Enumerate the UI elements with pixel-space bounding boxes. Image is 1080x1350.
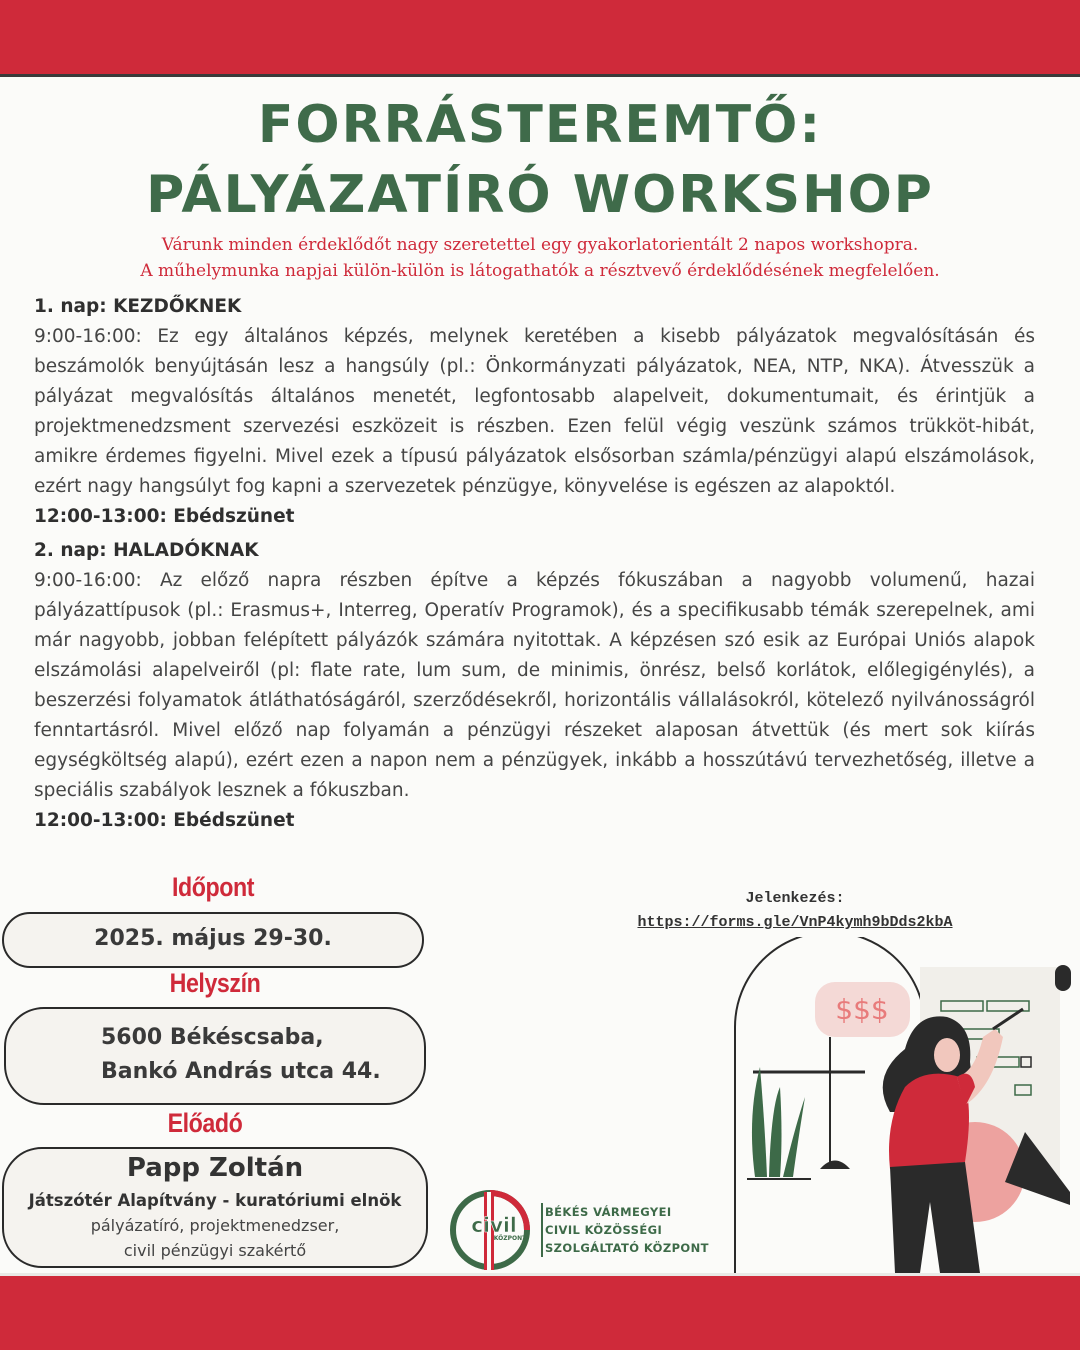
registration-link[interactable]: https://forms.gle/VnP4kymh9bDds2kbA — [637, 914, 953, 931]
organizer-name — [541, 1203, 715, 1257]
civil-kozpont-logo — [448, 1188, 538, 1272]
top-divider — [0, 74, 1080, 77]
program-description — [34, 292, 1035, 836]
date-box — [2, 912, 424, 968]
page-title-line2: PÁLYÁZATÍRÓ WORKSHOP — [146, 165, 934, 225]
svg-text:$$$: $$$ — [835, 993, 889, 1026]
speaker-role: Játszótér Alapítvány - kuratóriumi elnök — [28, 1191, 402, 1210]
place-line2: Bankó András utca 44. — [101, 1059, 381, 1084]
day1-break: 12:00-13:00: Ebédszünet — [34, 506, 295, 527]
day2-heading: 2. nap: HALADÓKNAK — [34, 540, 259, 561]
speaker-title-line1: pályázatíró, projektmenedzser, — [90, 1216, 340, 1235]
page-title-line1: FORRÁSTEREMTŐ: — [257, 95, 823, 155]
speaker-name: Papp Zoltán — [126, 1153, 304, 1183]
svg-text:civil: civil — [471, 1213, 517, 1237]
organizer-line1: BÉKÉS VÁRMEGYEI — [545, 1205, 672, 1219]
date-value: 2025. május 29-30. — [94, 926, 332, 951]
day1-text: 9:00-16:00: Ez egy általános képzés, melynek keretében a kisebb pályázatok megvalósításán és beszámolók benyújtásán lesz a hangsúly (pl.: Önkormányzati pályázatok, NEA, NTP, NKA). Átvesszük a pályázat megvalósítás általános menetét, legfontosabb alapelveit, dokumentumait, és érintjük a projektmenedzsment szervezési eszközeit is részben. Ezen felül végig veszünk számos trükköt-hibát, amikre érdemes figyelni. Mivel ezek a típusú pályázatok elsősorban számla/pénzügyi alapú elszámolások, ezért nagy hangsúlyt fog kapni a szervezetek pénzügye, könyvelése is egészen az alapoktól. — [34, 326, 1035, 497]
place-line1: 5600 Békéscsaba, — [101, 1025, 324, 1050]
date-label: Időpont — [171, 872, 255, 902]
speaker-title-line2: civil pénzügyi szakértő — [123, 1241, 307, 1260]
day2-text: 9:00-16:00: Az előző napra részben építve a képzés fókuszában a nagyobb volumenű, hazai pályázattípusok (pl.: Erasmus+, Interreg, Operatív Programok), és a specifikusabb témák szerepelnek, ami már nagyobb, jobban felépített pályázók számára nyitottak. A képzésen szó esik az Európai Uniós alapok elszámolási alapelveiről (pl: flate rate, lum sum, de minimis, önrész, belső korlátok, előlegigénylés), a beszerzési folyamatok átláthatóságáról, szerződésekről, horizontális vállalásokról, kötelező nyilvánosságról fenntartásról. Mivel előző nap folyamán a pénzügyi részeket alaposan átvettük (és mert sok kiírás egységköltség alapú), ezért ezen a napon nem a pénzügyek, inkább a hosszútávú tervezhetőség, illetve a speciális szabályok lesznek a fókuszban. — [34, 570, 1035, 801]
subtitle-line1: Várunk minden érdeklődőt nagy szeretettel egy gyakorlatorientált 2 napos workshopra. — [161, 235, 919, 255]
speaker-label: Előadó — [167, 1108, 243, 1138]
bottom-red-band — [0, 1276, 1080, 1350]
day1-heading: 1. nap: KEZDŐKNEK — [34, 296, 242, 317]
place-box — [4, 1007, 426, 1105]
organizer-line2: CIVIL KÖZÖSSÉGI — [545, 1223, 663, 1237]
registration-label: Jelenkezés: — [745, 890, 845, 907]
subtitle-line2: A műhelymunka napjai külön-külön is látogathatók a résztvevő érdeklődésének megfelelően. — [140, 261, 940, 281]
organizer-line3: SZOLGÁLTATÓ KÖZPONT — [545, 1241, 709, 1255]
day2-break: 12:00-13:00: Ebédszünet — [34, 810, 295, 831]
woman-planning-illustration — [725, 937, 1080, 1273]
svg-text:KÖZPONT: KÖZPONT — [493, 1235, 527, 1242]
top-red-band — [0, 0, 1080, 74]
place-label: Helyszín — [169, 968, 261, 998]
speaker-box — [2, 1147, 428, 1268]
